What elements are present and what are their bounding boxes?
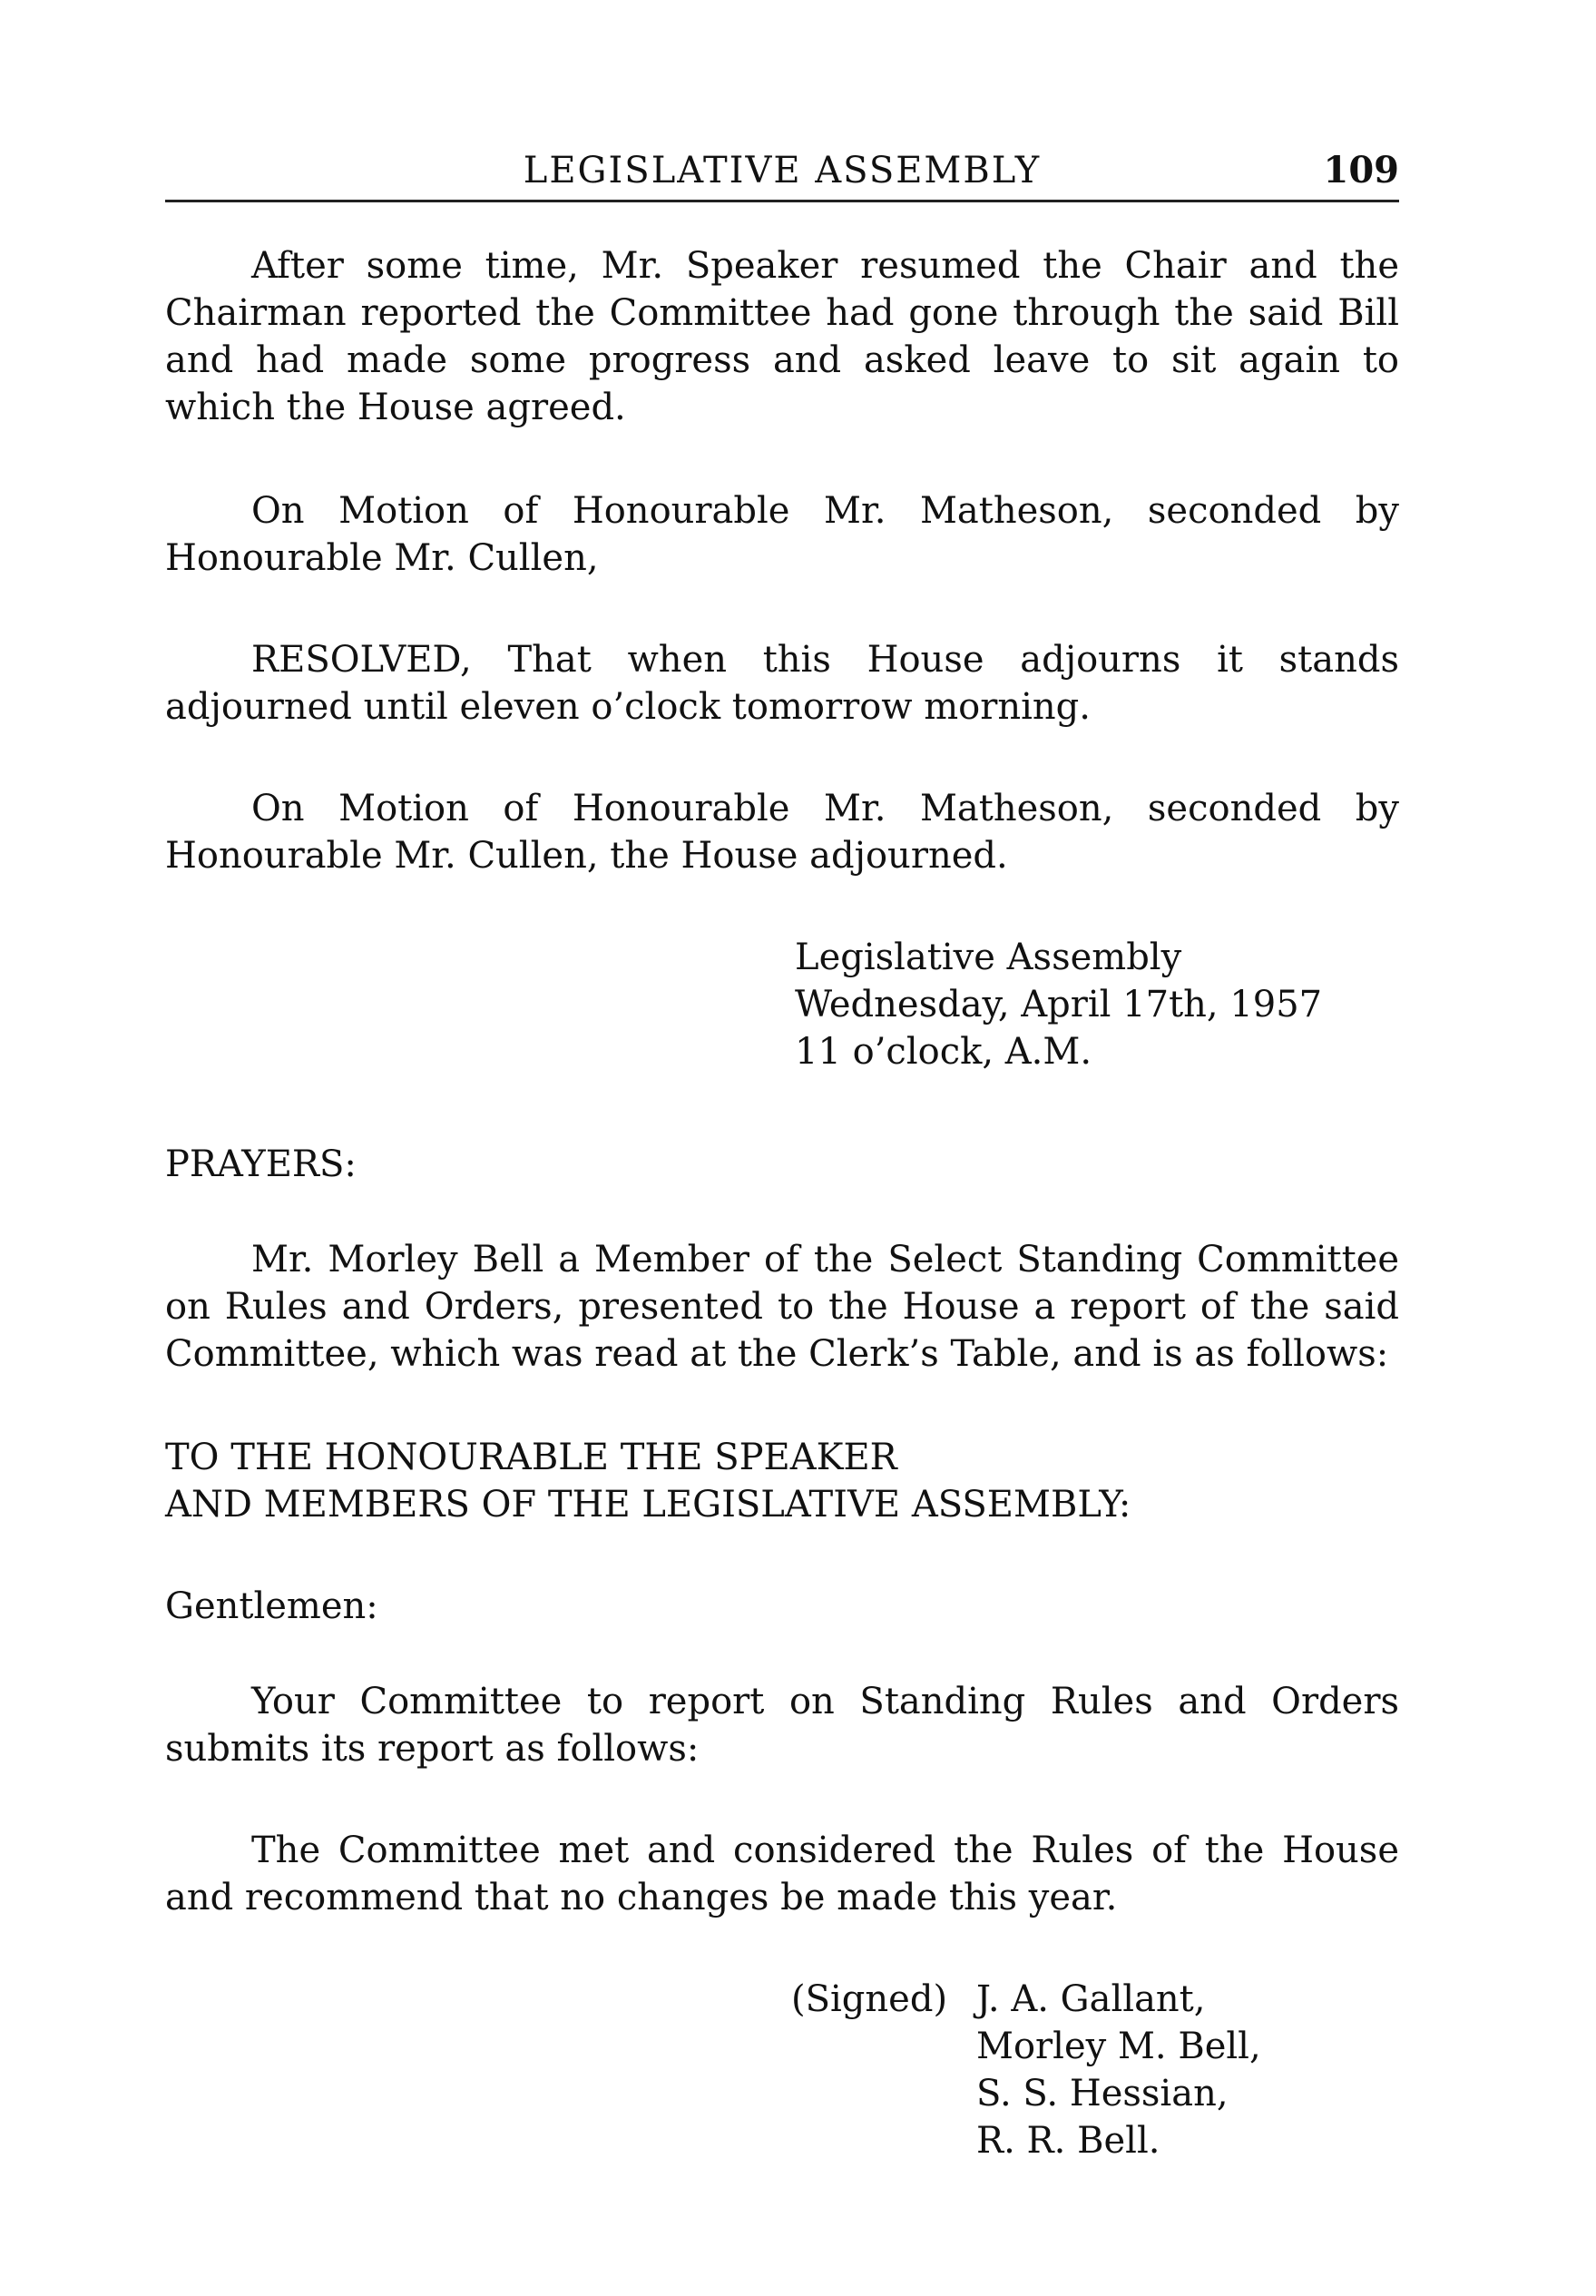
signatory-name: S. S. Hessian, <box>976 2073 1229 2114</box>
paragraph-motion-adjourned <box>165 785 1399 879</box>
address-block <box>165 1434 1399 1528</box>
paragraph-text: RESOLVED, That when this House adjourns it stands adjourned until eleven o’clock tomorrow morning. <box>165 639 1399 728</box>
page-header <box>165 147 1399 202</box>
paragraph-committee-progress <box>165 242 1399 431</box>
dateline-place: Legislative Assembly <box>795 937 1182 978</box>
salutation: Gentlemen: <box>165 1585 378 1627</box>
page-number: 109 <box>1323 149 1399 191</box>
paragraph-motion-adjournment-time <box>165 487 1399 582</box>
paragraph-text: After some time, Mr. Speaker resumed the Chair and the Chairman reported the Committee had gone through the said Bill and had made some progress and asked leave to sit again to which the House agreed. <box>165 245 1399 428</box>
paragraph-text: Mr. Morley Bell a Member of the Select Standing Committee on Rules and Orders, presented to the House a report of the said Committee, which was read at the Clerk’s Table, and is as follows: <box>165 1239 1399 1375</box>
signatory-name: R. R. Bell. <box>976 2120 1160 2162</box>
prayers-heading: PRAYERS: <box>165 1143 357 1185</box>
dateline-time: 11 o’clock, A.M. <box>795 1031 1092 1073</box>
signatory-name: J. A. Gallant, <box>976 1978 1206 2020</box>
paragraph-text: The Committee met and considered the Rules of the House and recommend that no changes be made this year. <box>165 1830 1399 1918</box>
paragraph-resolved <box>165 636 1399 731</box>
paragraph-text: Your Committee to report on Standing Rules and Orders submits its report as follows: <box>165 1681 1399 1770</box>
paragraph-report-intro <box>165 1236 1399 1378</box>
address-line: TO THE HONOURABLE THE SPEAKER <box>165 1437 897 1478</box>
address-line: AND MEMBERS OF THE LEGISLATIVE ASSEMBLY: <box>165 1484 1131 1526</box>
paragraph-report-submission <box>165 1678 1399 1772</box>
signed-label: (Signed) <box>791 1978 948 2020</box>
dateline-date: Wednesday, April 17th, 1957 <box>795 984 1323 1025</box>
dateline <box>795 934 1412 1075</box>
paragraph-text: On Motion of Honourable Mr. Matheson, seconded by Honourable Mr. Cullen, <box>165 490 1399 579</box>
signatory-name: Morley M. Bell, <box>976 2026 1261 2067</box>
running-title: LEGISLATIVE ASSEMBLY <box>523 150 1042 191</box>
paragraph-report-recommendation <box>165 1827 1399 1921</box>
paragraph-text: On Motion of Honourable Mr. Matheson, seconded by Honourable Mr. Cullen, the House adjourned. <box>165 788 1399 877</box>
